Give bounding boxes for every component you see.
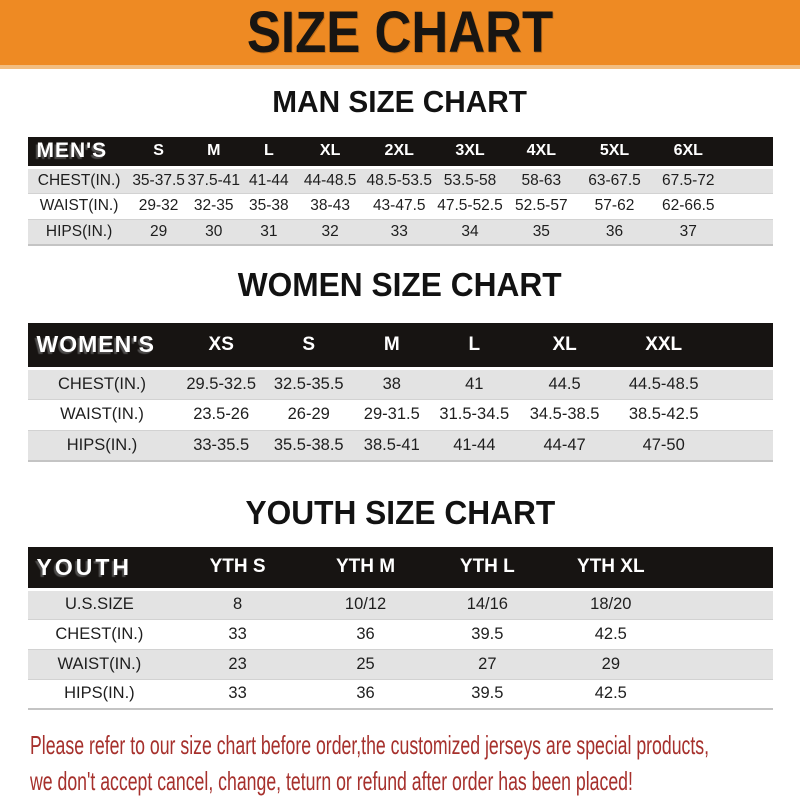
- women-col-m: M: [352, 323, 432, 368]
- row-label: CHEST(IN.): [58, 374, 146, 393]
- size-cell: 23: [228, 654, 247, 673]
- size-cell: 29-32: [138, 197, 179, 214]
- size-cell: 10/12: [344, 595, 387, 613]
- size-cell: 52.5-57: [515, 197, 568, 214]
- youth-size-table: [28, 547, 773, 710]
- men-col-4xl: 4XL: [505, 137, 578, 167]
- size-cell: 42.5: [594, 624, 627, 643]
- size-cell-spacer: [715, 430, 773, 461]
- youth-col-l: YTH L: [427, 547, 547, 589]
- size-cell-spacer: [674, 679, 772, 709]
- size-cell: 57-62: [594, 197, 635, 214]
- women-col-s: S: [266, 323, 352, 368]
- size-cell: 34.5-38.5: [529, 405, 600, 423]
- size-cell: 32-35: [193, 197, 234, 214]
- youth-ussize-row: [28, 589, 773, 619]
- men-col-5xl: 5XL: [578, 137, 652, 167]
- disclaimer-line-1: Please refer to our size chart before order,the customized jerseys are special products,: [30, 730, 710, 760]
- men-col-3xl: 3XL: [435, 137, 505, 167]
- size-cell-spacer: [725, 167, 772, 193]
- size-cell: 44-47: [543, 435, 586, 454]
- size-cell-spacer: [674, 589, 772, 619]
- women-col-xl: XL: [517, 323, 613, 368]
- youth-header-label: YOUTH: [28, 547, 172, 589]
- size-cell: 35.5-38.5: [273, 435, 344, 454]
- size-cell: 39.5: [471, 684, 504, 703]
- row-label: HIPS(IN.): [64, 684, 135, 703]
- men-col-s: S: [131, 137, 187, 167]
- women-header-row: [28, 323, 773, 368]
- size-cell: 30: [205, 222, 223, 240]
- women-header-label: WOMEN'S: [28, 323, 177, 368]
- size-cell: 18/20: [590, 595, 632, 613]
- size-cell-spacer: [725, 219, 772, 245]
- man-section-title: MAN SIZE CHART: [272, 84, 528, 119]
- size-cell-spacer: [715, 399, 773, 430]
- size-cell: 33: [228, 624, 247, 643]
- size-cell: 31: [260, 222, 278, 240]
- youth-chest-row: [28, 619, 773, 649]
- size-cell: 38.5-42.5: [628, 405, 699, 423]
- size-cell: 29: [149, 222, 168, 240]
- size-cell: 29: [601, 654, 620, 673]
- size-cell: 38: [382, 374, 401, 393]
- disclaimer-line-2: we don't accept cancel, change, teturn or refund after order has been placed!: [30, 766, 633, 796]
- size-cell: 43-47.5: [372, 197, 426, 214]
- size-cell: 44-48.5: [303, 171, 357, 189]
- women-col-l: L: [432, 323, 517, 368]
- size-cell: 41-44: [453, 435, 496, 454]
- women-col-spacer: [715, 323, 773, 368]
- size-cell: 25: [356, 654, 375, 673]
- size-cell: 36: [605, 222, 624, 240]
- size-cell: 38-43: [310, 197, 350, 214]
- women-size-table: [28, 323, 773, 462]
- size-cell: 48.5-53.5: [366, 171, 432, 189]
- size-cell: 36: [356, 624, 375, 643]
- youth-hips-row: [28, 679, 773, 709]
- size-cell: 35-38: [249, 197, 289, 214]
- men-col-spacer: [725, 137, 772, 167]
- disclaimer-note: [0, 727, 800, 799]
- men-col-xl: XL: [297, 137, 364, 167]
- youth-section-title: YOUTH SIZE CHART: [245, 494, 555, 531]
- size-cell: 41-44: [249, 171, 289, 189]
- size-cell: 62-66.5: [661, 197, 715, 214]
- men-header-label: MEN'S: [28, 137, 131, 167]
- size-cell: 33: [390, 222, 408, 240]
- men-header-row: [28, 137, 773, 167]
- men-col-m: M: [187, 137, 241, 167]
- row-label: WAIST(IN.): [60, 405, 144, 423]
- size-cell: 58-63: [521, 171, 562, 189]
- size-cell-spacer: [725, 193, 772, 219]
- women-col-xs: XS: [177, 323, 266, 368]
- women-hips-row: [28, 430, 773, 461]
- size-cell: 37.5-41: [187, 171, 241, 189]
- women-waist-row: [28, 399, 773, 430]
- row-label: WAIST(IN.): [39, 197, 119, 214]
- size-cell: 35: [532, 222, 550, 240]
- size-cell-spacer: [715, 368, 773, 399]
- size-cell: 14/16: [466, 595, 508, 613]
- row-label: U.S.SIZE: [65, 595, 134, 613]
- men-hips-row: [28, 219, 773, 245]
- size-cell: 23.5-26: [193, 405, 250, 423]
- size-cell: 44.5: [548, 374, 581, 393]
- row-label: WAIST(IN.): [57, 654, 142, 673]
- men-size-table: [28, 137, 773, 246]
- size-cell: 47.5-52.5: [437, 197, 503, 214]
- men-col-2xl: 2XL: [363, 137, 435, 167]
- size-cell: 31.5-34.5: [439, 405, 510, 423]
- size-cell: 29.5-32.5: [186, 374, 257, 393]
- size-cell: 27: [478, 654, 497, 673]
- size-cell: 67.5-72: [661, 171, 715, 189]
- size-cell: 53.5-58: [443, 171, 497, 189]
- youth-col-m: YTH M: [304, 547, 427, 589]
- size-cell: 33-35.5: [193, 435, 250, 454]
- size-cell: 32.5-35.5: [273, 374, 344, 393]
- youth-col-spacer: [674, 547, 772, 589]
- youth-col-s: YTH S: [171, 547, 304, 589]
- banner-title: SIZE CHART: [246, 0, 554, 65]
- size-cell: 42.5: [594, 684, 627, 703]
- size-cell: 47-50: [642, 435, 685, 454]
- youth-header-row: [28, 547, 773, 589]
- youth-waist-row: [28, 649, 773, 679]
- size-cell: 44.5-48.5: [628, 374, 699, 393]
- men-col-6xl: 6XL: [651, 137, 725, 167]
- size-cell: 63-67.5: [588, 171, 641, 189]
- men-col-l: L: [241, 137, 297, 167]
- size-cell: 29-31.5: [363, 405, 420, 423]
- size-cell: 38.5-41: [363, 435, 420, 454]
- size-cell: 8: [232, 595, 243, 613]
- youth-col-xl: YTH XL: [548, 547, 675, 589]
- size-cell: 35-37.5: [132, 171, 185, 189]
- size-cell: 41: [465, 374, 484, 393]
- men-waist-row: [28, 193, 773, 219]
- size-cell: 37: [679, 222, 697, 240]
- size-cell: 36: [356, 684, 375, 703]
- women-section-title: WOMEN SIZE CHART: [238, 266, 562, 303]
- size-cell-spacer: [674, 649, 772, 679]
- size-chart-banner: [0, 0, 800, 69]
- row-label: HIPS(IN.): [66, 435, 138, 454]
- size-cell: 34: [461, 222, 479, 240]
- men-chest-row: [28, 167, 773, 193]
- row-label: HIPS(IN.): [45, 222, 113, 240]
- row-label: CHEST(IN.): [55, 624, 144, 643]
- women-col-xxl: XXL: [613, 323, 715, 368]
- size-cell: 33: [228, 684, 247, 703]
- size-cell-spacer: [674, 619, 772, 649]
- row-label: CHEST(IN.): [37, 171, 121, 189]
- size-cell: 26-29: [287, 405, 330, 423]
- size-cell: 39.5: [471, 624, 504, 643]
- women-chest-row: [28, 368, 773, 399]
- size-cell: 32: [321, 222, 339, 240]
